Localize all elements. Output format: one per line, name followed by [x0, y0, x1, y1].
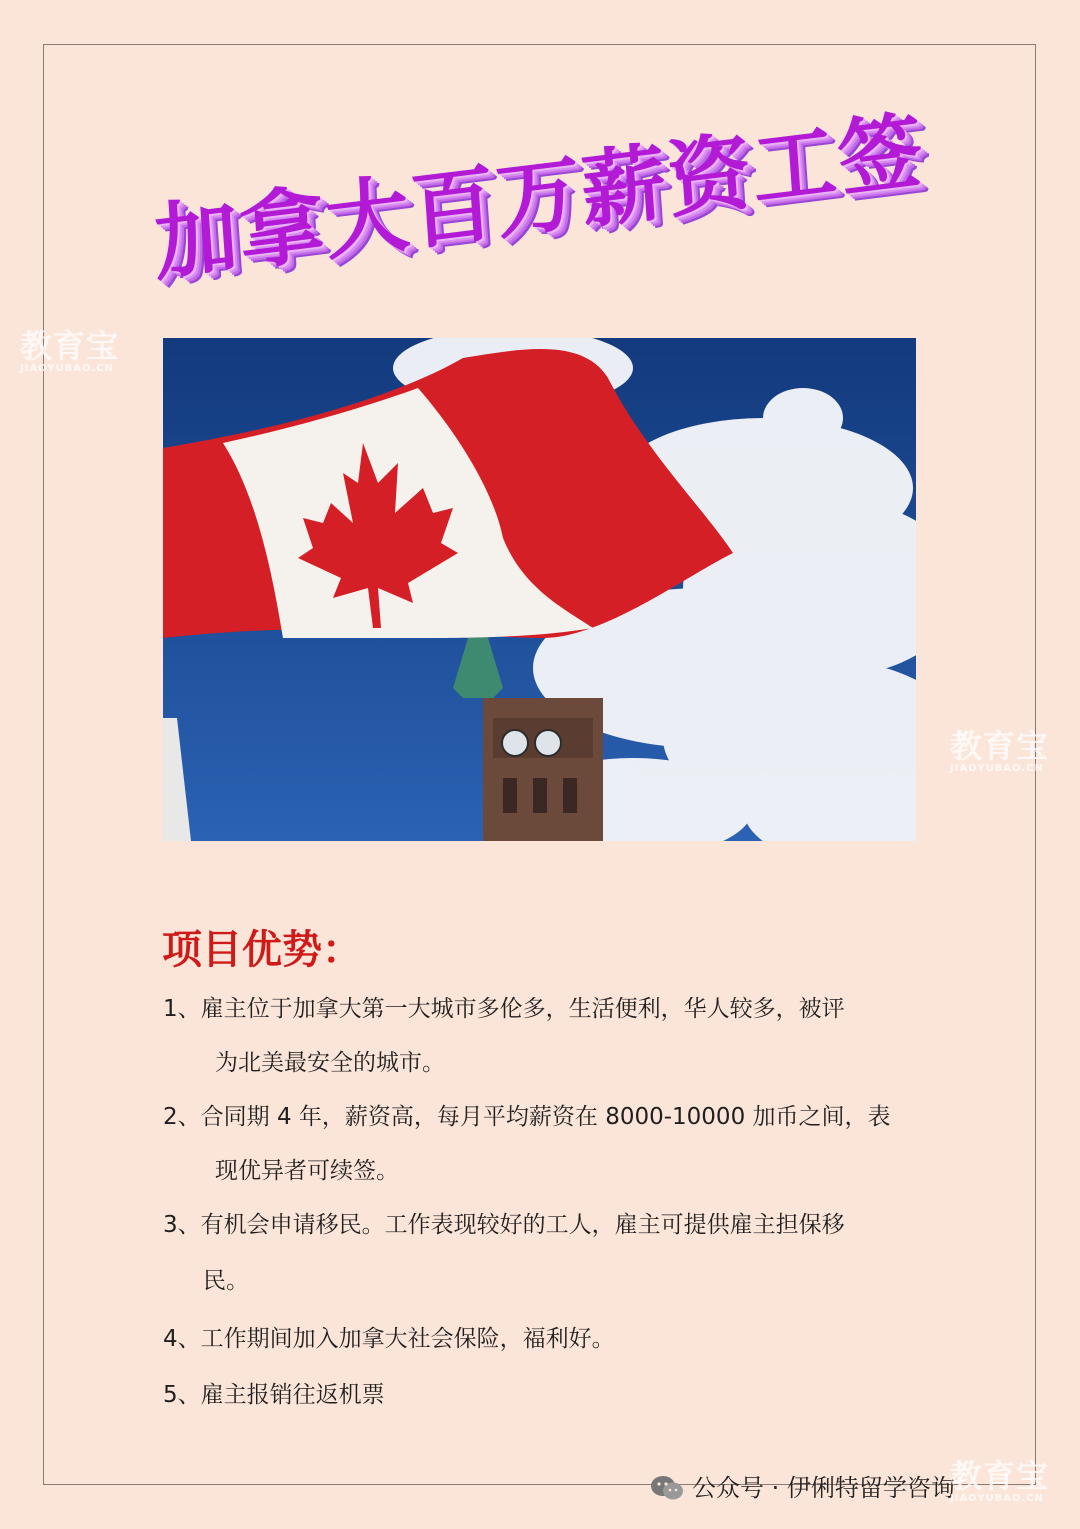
- watermark-logo-footer: [950, 1457, 1050, 1504]
- flag-pole: [163, 718, 191, 841]
- list-item-line: 现优异者可续签。: [215, 1158, 399, 1184]
- list-item: [163, 1211, 953, 1295]
- list-item: [163, 1103, 953, 1185]
- section-heading: 项目优势：: [162, 926, 362, 973]
- flag-photo-illustration: [163, 338, 916, 841]
- list-item: [163, 995, 953, 1077]
- canada-flag-photo: [163, 338, 916, 841]
- watermark-domain: JIAOYUBAO.CN: [20, 363, 114, 374]
- watermark-domain: JIAOYUBAO.CN: [950, 1493, 1044, 1504]
- list-item-line: 5、雇主报销往返机票: [163, 1382, 385, 1408]
- advantages-list: [163, 995, 953, 1409]
- list-item-line: 3、有机会申请移民。工作表现较好的工人，雇主可提供雇主担保移: [163, 1212, 845, 1238]
- watermark-logo-text: 教育宝: [950, 1457, 1050, 1495]
- list-item: [163, 1381, 953, 1409]
- watermark-logo-text: 教育宝: [950, 727, 1050, 765]
- list-item-line: 4、工作期间加入加拿大社会保险，福利好。: [163, 1326, 615, 1352]
- page-title: 加拿大百万薪资工签: [150, 99, 928, 294]
- wechat-account-footer: [650, 1468, 955, 1503]
- wechat-account-name: 公众号 · 伊俐特留学咨询: [692, 1474, 955, 1502]
- list-item: [163, 1325, 953, 1353]
- wechat-icon: [650, 1475, 684, 1501]
- list-item-line: 2、合同期 4 年，薪资高，每月平均薪资在 8000-10000 加币之间，表: [163, 1104, 891, 1130]
- list-item-line: 为北美最安全的城市。: [215, 1050, 445, 1076]
- list-item-line: 民。: [203, 1268, 249, 1294]
- watermark-domain: JIAOYUBAO.CN: [950, 763, 1044, 774]
- list-item-line: 1、雇主位于加拿大第一大城市多伦多，生活便利，华人较多，被评: [163, 996, 845, 1022]
- watermark-logo-left: [20, 327, 120, 374]
- watermark-logo-right: [950, 727, 1050, 774]
- flag: [163, 349, 733, 638]
- watermark-logo-text: 教育宝: [20, 327, 120, 365]
